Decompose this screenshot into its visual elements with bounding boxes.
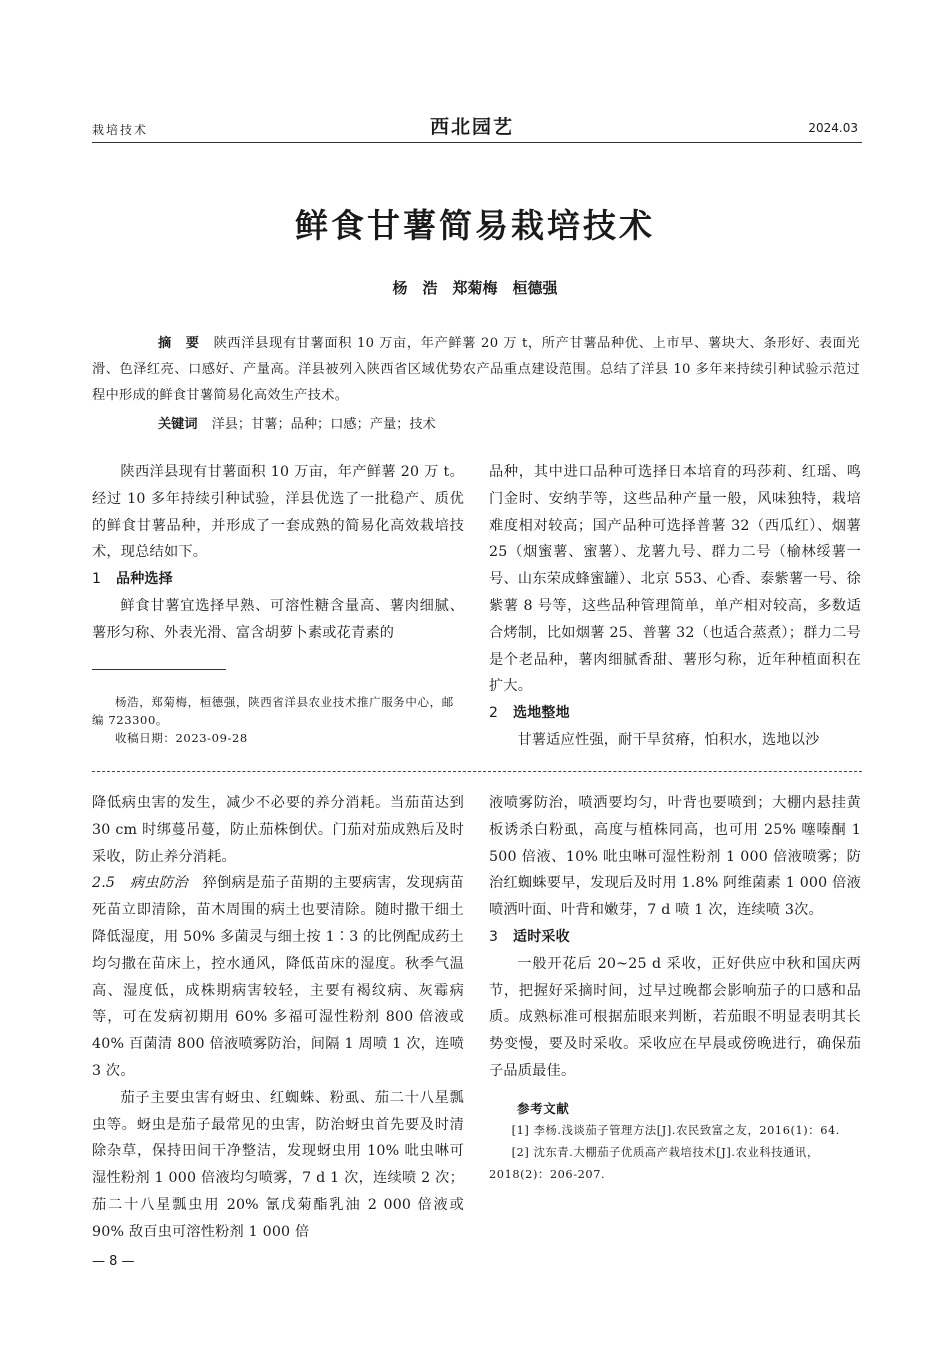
footnote-rule	[92, 669, 226, 670]
article-separator	[92, 771, 862, 772]
footnote	[92, 693, 464, 747]
footnote-received-date: 收稿日期：2023-09-28	[115, 731, 248, 745]
upper-right-column	[489, 459, 861, 754]
page-number: — 8 —	[92, 1254, 135, 1269]
running-header-section: 栽培技术	[92, 123, 149, 137]
keywords-text: 洋县；甘薯；品种；口感；产量；技术	[211, 417, 436, 432]
reference-item: [2] 沈东青.大棚茄子优质高产栽培技术[J].农业科技通讯，2018(2)：206-207.	[489, 1146, 819, 1181]
abstract-label: 摘 要	[158, 336, 200, 351]
reference-item: [1] 李杨.浅谈茄子管理方法[J].农民致富之友，2016(1)：64.	[511, 1124, 840, 1137]
intro-paragraph: 陕西洋县现有甘薯面积 10 万亩，年产鲜薯 20 万 t。经过 10 多年持续引种试验，洋县优选了一批稳产、质优的鲜食甘薯品种，并形成了一套成熟的简易化高效栽培技术，现总结如下。	[92, 464, 464, 561]
article-title: 鲜食甘薯简易栽培技术	[295, 206, 655, 245]
section-3-title: 适时采收	[513, 928, 570, 945]
pest-paragraph: 茄子主要虫害有蚜虫、红蜘蛛、粉虱、茄二十八星瓢虫等。蚜虫是茄子最常见的虫害，防治蚜虫首先要及时清除杂草，保持田间干净整洁，发现蚜虫用 10% 吡虫啉可湿性粉剂 1 000 倍液均匀喷雾，7 d 1 次，连续喷 2 次；茄二十八星瓢虫用 20% 氰戊菊酯乳油 2 000 倍液或 90% 敌百虫可溶性粉剂 1 000 倍	[92, 1089, 464, 1240]
section-2-heading	[489, 700, 861, 727]
section-2-number: 2	[489, 705, 499, 722]
header-rule	[92, 142, 862, 143]
continued-paragraph: 降低病虫害的发生，减少不必要的养分消耗。当茄苗达到 30 cm 时绑蔓吊蔓，防止茄株倒伏。门茄对茄成熟后及时采收，防止养分消耗。	[92, 795, 464, 865]
abstract-text: 陕西洋县现有甘薯面积 10 万亩，年产鲜薯 20 万 t，所产甘薯品种优、上市早、薯块大、条形好、表面光滑、色泽红亮、口感好、产量高。洋县被列入陕西省区域优势农产品重点建设范围。总结了洋县 10 多年来持续引种试验示范过程中形成的鲜食甘薯简易化高效生产技术。	[92, 336, 860, 403]
footnote-author-info: 杨浩，郑菊梅，桓德强，陕西省洋县农业技术推广服务中心，邮编 723300。	[92, 695, 454, 727]
section-2-paragraph: 甘薯适应性强，耐干旱贫瘠，怕积水，选地以沙	[517, 731, 820, 748]
section-1-number: 1	[92, 571, 102, 588]
section-2-5-paragraph	[92, 870, 464, 1084]
article-authors: 杨 浩 郑菊梅 桓德强	[392, 279, 558, 297]
section-3-heading	[489, 924, 861, 951]
section-1-heading	[92, 566, 464, 593]
section-3-paragraph: 一般开花后 20~25 d 采收，正好供应中秋和国庆两节，把握好采摘时间，过早过晚都会影响茄子的口感和品质。成熟标准可根据茄眼来判断，若茄眼不明显表明其长势变慢，要及时采收。采收应在早晨或傍晚进行，确保茄子品质最佳。	[489, 955, 861, 1079]
section-1-continued: 品种，其中进口品种可选择日本培育的玛莎莉、红瑶、鸣门金时、安纳芋等，这些品种产量一般，风味独特，栽培难度相对较高；国产品种可选择普薯 32（西瓜红）、烟薯 25（烟蜜薯、蜜薯）、龙薯九号、群力二号（榆林绥薯一号、山东荣成蜂蜜罐）、北京 553、心香、泰紫薯一号、徐紫薯 8 号等，这些品种管理简单，单产相对较高，多数适合烤制，比如烟薯 25、普薯 32（也适合蒸煮）；群力二号是个老品种，薯肉细腻香甜、薯形匀称，近年种植面积在扩大。	[489, 464, 861, 695]
pest-continued-paragraph: 液喷雾防治，喷洒要均匀，叶背也要喷到；大棚内悬挂黄板诱杀白粉虱，高度与植株同高，也可用 25% 噻嗪酮 1 500 倍液、10% 吡虫啉可湿性粉剂 1 000 倍液喷雾；防治红蜘蛛要早，发现后及时用 1.8% 阿维菌素 1 000 倍液喷洒叶面、叶背和嫩芽，7 d 喷 1 次，连续喷 3次。	[489, 795, 861, 919]
lower-right-column	[489, 790, 861, 1085]
section-2-5-label: 2.5 病虫防治	[92, 875, 188, 892]
journal-logo: 西北园艺	[430, 116, 515, 138]
references	[489, 1098, 861, 1186]
lower-left-column	[92, 790, 464, 1246]
section-3-number: 3	[489, 928, 499, 945]
section-2-5-text: 猝倒病是茄子苗期的主要病害，发现病苗死苗立即清除，苗木周围的病土也要清除。随时撒干细土降低湿度，用 50% 多菌灵与细土按 1∶3 的比例配成药土均匀撒在苗床上，控水通风，降低苗床的湿度。秋季气温高、湿度低，成株期病害较轻，主要有褐纹病、灰霉病等，可在发病初期用 60% 多福可湿性粉剂 800 倍液或 40% 百菌清 800 倍液喷雾防治，间隔 1 周喷 1 次，连喷 3 次。	[92, 875, 464, 1079]
issue-number: 2024.03	[808, 121, 858, 135]
references-title: 参考文献	[517, 1101, 570, 1116]
section-1-paragraph: 鲜食甘薯宜选择早熟、可溶性糖含量高、薯肉细腻、薯形匀称、外表光滑、富含胡萝卜素或花青素的	[92, 597, 464, 641]
section-2-title: 选地整地	[513, 705, 570, 722]
keywords	[158, 413, 436, 432]
upper-left-column	[92, 459, 464, 647]
section-1-title: 品种选择	[116, 571, 173, 588]
abstract	[92, 331, 860, 409]
keywords-label: 关键词	[158, 417, 198, 432]
